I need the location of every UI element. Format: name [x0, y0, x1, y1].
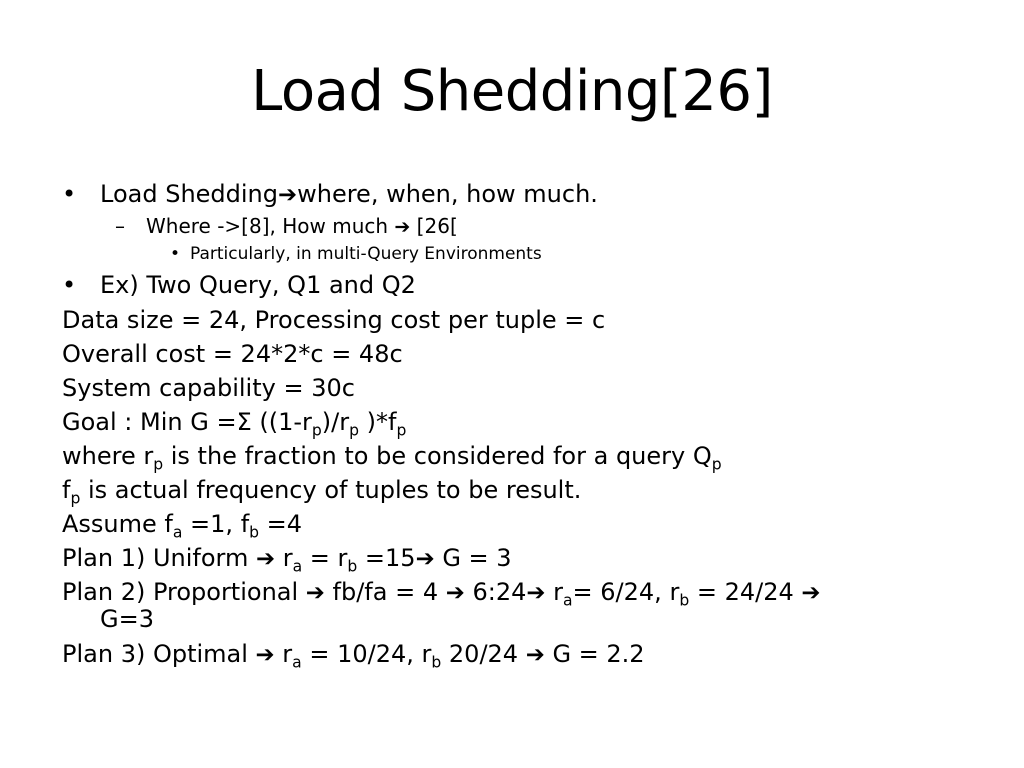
bullet-example — [62, 271, 416, 300]
arrow-icon: ➔ — [801, 580, 821, 606]
bullet-load-shedding — [62, 180, 598, 209]
plan1-text: Plan 1) Uniform — [62, 544, 256, 572]
arrow-icon: ➔ — [525, 642, 545, 668]
goal-line — [62, 408, 407, 440]
arrow-icon: ➔ — [255, 642, 275, 668]
plan2-line — [62, 578, 821, 610]
plan3-line — [62, 640, 645, 672]
dash-marker: – — [115, 214, 125, 238]
sub-bullet-text-2: [26[ — [410, 214, 458, 238]
subscript: a — [562, 591, 573, 610]
subscript: a — [292, 653, 302, 672]
capability-line: System capability = 30c — [62, 374, 355, 402]
plan2-text: Plan 2) Proportional — [62, 578, 306, 606]
where-line — [62, 442, 722, 474]
bullet-text-1: Load Shedding — [100, 180, 278, 208]
arrow-icon: ➔ — [415, 546, 435, 572]
goal-text: )/r — [321, 408, 350, 436]
plan1-text: = r — [302, 544, 348, 572]
sub-bullet-where — [115, 214, 458, 239]
plan2-text: 6:24 — [464, 578, 527, 606]
freq-text: f — [62, 476, 71, 504]
plan2-continuation: G=3 — [100, 605, 154, 633]
subscript: p — [153, 455, 164, 474]
frequency-line — [62, 476, 582, 508]
sub-sub-bullet — [170, 244, 542, 264]
bullet-example-text: Ex) Two Query, Q1 and Q2 — [100, 271, 416, 299]
bullet-marker: • — [62, 271, 77, 299]
arrow-icon: ➔ — [278, 182, 298, 208]
plan2-text: fb/fa = 4 — [324, 578, 446, 606]
plan1-line — [62, 544, 512, 576]
assume-text: =1, f — [182, 510, 250, 538]
arrow-icon: ➔ — [305, 580, 325, 606]
subscript: p — [349, 421, 360, 440]
plan1-text: =15 — [357, 544, 416, 572]
arrow-icon: ➔ — [255, 546, 276, 572]
subscript: p — [711, 455, 722, 474]
assume-line — [62, 510, 303, 542]
goal-text: Goal : Min G = — [62, 408, 237, 436]
subscript: p — [311, 421, 322, 440]
where-text: is the fraction to be considered for a query Q — [163, 442, 712, 470]
plan3-text: r — [274, 640, 293, 668]
sigma-symbol: Σ — [236, 408, 252, 436]
subscript: b — [431, 653, 442, 672]
plan3-text: 20/24 — [441, 640, 526, 668]
arrow-icon: ➔ — [394, 216, 411, 238]
slide-title: Load Shedding[26] — [251, 59, 773, 124]
plan2-text: r — [545, 578, 563, 606]
subscript: p — [396, 421, 407, 440]
bullet-marker: • — [62, 180, 77, 208]
where-text: where r — [62, 442, 154, 470]
goal-text: ((1-r — [251, 408, 312, 436]
sub-sub-bullet-text: Particularly, in multi-Query Environments — [190, 244, 542, 264]
plan2-text: = 24/24 — [689, 578, 802, 606]
arrow-icon: ➔ — [445, 580, 465, 606]
freq-text: is actual frequency of tuples to be result. — [80, 476, 582, 504]
plan3-text: Plan 3) Optimal — [62, 640, 256, 668]
subscript: a — [292, 557, 303, 576]
plan1-text: r — [275, 544, 293, 572]
bullet-marker: • — [170, 244, 181, 264]
overall-cost-line: Overall cost = 24*2*c = 48c — [62, 340, 403, 368]
plan2-text: = 6/24, r — [572, 578, 680, 606]
subscript: a — [172, 523, 183, 542]
subscript: b — [679, 591, 690, 610]
assume-text: Assume f — [62, 510, 173, 538]
subscript: b — [347, 557, 358, 576]
bullet-text-2: where, when, how much. — [297, 180, 598, 208]
subscript: p — [70, 489, 81, 508]
plan3-text: = 10/24, r — [301, 640, 432, 668]
plan1-text: G = 3 — [434, 544, 512, 572]
data-size-line: Data size = 24, Processing cost per tuple = c — [62, 306, 606, 334]
sub-bullet-text-1: Where ->[8], How much — [146, 214, 395, 238]
goal-text: )*f — [359, 408, 397, 436]
arrow-icon: ➔ — [526, 580, 546, 606]
plan3-text: G = 2.2 — [544, 640, 645, 668]
subscript: b — [249, 523, 260, 542]
assume-text: =4 — [259, 510, 303, 538]
